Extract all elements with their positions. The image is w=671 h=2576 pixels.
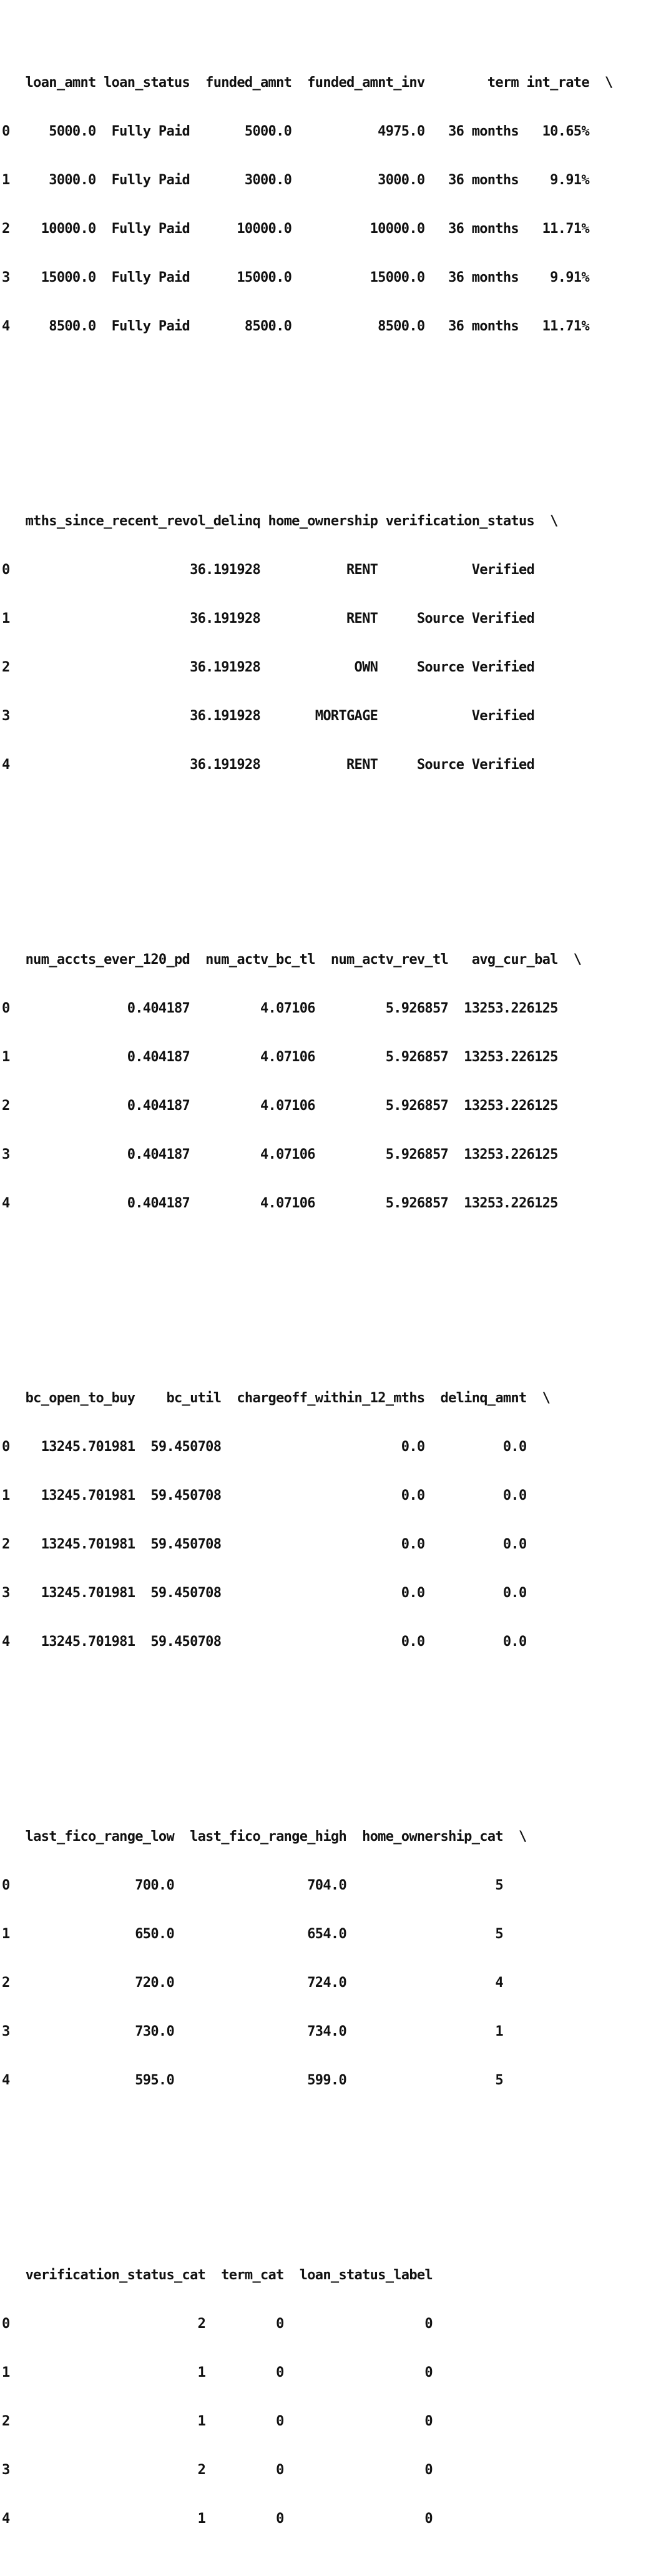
column-header-line: bc_open_to_buy bc_util chargeoff_within_12_mths delinq_amnt \ [2,1390,551,1406]
data-row-2: 2 13245.701981 59.450708 0.0 0.0 [2,1537,527,1552]
output-block-3 [2,1358,613,1683]
dataframe-output [2,0,613,2576]
block-separator [2,838,613,855]
data-row-3: 3 2 0 0 [2,2462,433,2478]
column-header-line: last_fico_range_low last_fico_range_high home_ownership_cat \ [2,1829,527,1845]
data-row-1: 1 3000.0 Fully Paid 3000.0 3000.0 36 months 9.91% [2,172,589,188]
data-row-4: 4 13245.701981 59.450708 0.0 0.0 [2,1634,527,1650]
data-row-4: 4 36.191928 RENT Source Verified [2,757,535,773]
data-row-0: 0 0.404187 4.07106 5.926857 13253.226125 [2,1001,558,1016]
data-row-1: 1 0.404187 4.07106 5.926857 13253.226125 [2,1049,558,1065]
column-header-line: num_accts_ever_120_pd num_actv_bc_tl num_actv_rev_tl avg_cur_bal \ [2,952,582,968]
data-row-0: 0 13245.701981 59.450708 0.0 0.0 [2,1439,527,1455]
block-separator [2,1715,613,1731]
data-row-2: 2 1 0 0 [2,2414,433,2429]
data-row-0: 0 2 0 0 [2,2316,433,2332]
data-row-2: 2 36.191928 OWN Source Verified [2,660,535,675]
output-block-4 [2,1796,613,2121]
data-row-3: 3 0.404187 4.07106 5.926857 13253.226125 [2,1147,558,1162]
data-row-1: 1 13245.701981 59.450708 0.0 0.0 [2,1488,527,1503]
data-row-0: 0 5000.0 Fully Paid 5000.0 4975.0 36 months 10.65% [2,124,589,139]
data-row-2: 2 10000.0 Fully Paid 10000.0 10000.0 36 months 11.71% [2,221,589,237]
column-header-line: verification_status_cat term_cat loan_status_label [2,2267,433,2283]
data-row-4: 4 0.404187 4.07106 5.926857 13253.226125 [2,1196,558,1211]
output-block-2 [2,919,613,1244]
data-row-4: 4 1 0 0 [2,2511,433,2527]
data-row-3: 3 36.191928 MORTGAGE Verified [2,708,535,724]
data-row-3: 3 15000.0 Fully Paid 15000.0 15000.0 36 months 9.91% [2,270,589,285]
data-row-2: 2 0.404187 4.07106 5.926857 13253.226125 [2,1098,558,1114]
data-row-4: 4 8500.0 Fully Paid 8500.0 8500.0 36 months 11.71% [2,319,589,334]
data-row-3: 3 13245.701981 59.450708 0.0 0.0 [2,1585,527,1601]
output-block-5 [2,2235,613,2560]
data-row-3: 3 730.0 734.0 1 [2,2024,503,2039]
data-row-1: 1 36.191928 RENT Source Verified [2,611,535,627]
data-row-1: 1 650.0 654.0 5 [2,1926,503,1942]
block-separator [2,2154,613,2170]
data-row-2: 2 720.0 724.0 4 [2,1975,503,1991]
output-block-1 [2,481,613,806]
column-header-line: mths_since_recent_revol_delinq home_ownership verification_status \ [2,513,558,529]
block-separator [2,400,613,416]
column-header-line: loan_amnt loan_status funded_amnt funded_amnt_inv term int_rate \ [2,75,613,91]
block-separator [2,1277,613,1293]
data-row-1: 1 1 0 0 [2,2365,433,2380]
data-row-0: 0 700.0 704.0 5 [2,1878,503,1893]
data-row-0: 0 36.191928 RENT Verified [2,562,535,578]
data-row-4: 4 595.0 599.0 5 [2,2073,503,2088]
output-block-0 [2,42,613,367]
